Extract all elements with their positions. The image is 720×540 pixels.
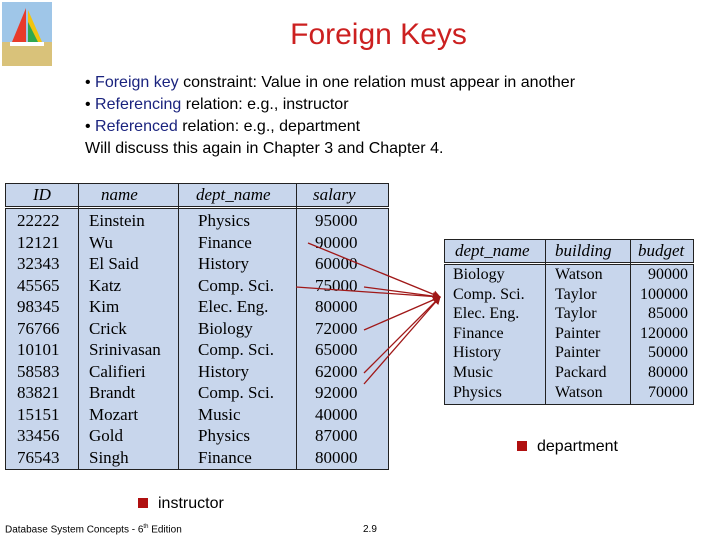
column-divider [178, 183, 179, 470]
budget-column: 90000 100000 85000 120000 50000 80000 70000 [640, 266, 688, 401]
dept-name-column: Biology Comp. Sci. Elec. Eng. Finance History Music Physics [453, 266, 525, 401]
footer-slide-number: 2.9 [363, 524, 377, 535]
slide-title: Foreign Keys [290, 18, 467, 51]
name-column: Einstein Wu El Said Katz Kim Crick Srinivasan Califieri Brandt Mozart Gold Singh [89, 211, 161, 467]
building-column: Watson Taylor Taylor Painter Painter Packard Watson [555, 266, 607, 401]
column-divider [630, 239, 631, 405]
bullet-item: • Foreign key constraint: Value in one relation must appear in another [85, 74, 576, 91]
column-header: building [555, 241, 612, 260]
dept-name-column: Physics Finance History Comp. Sci. Elec. Eng. Biology Comp. Sci. History Comp. Sci. Music Physics Finance [198, 211, 275, 467]
column-header: ID [33, 185, 51, 204]
square-bullet-icon [138, 498, 148, 508]
department-table-header [444, 239, 694, 263]
bullet-item: • Referencing relation: e.g., instructor [85, 96, 349, 113]
square-bullet-icon [517, 441, 527, 451]
salary-column: 95000 90000 60000 75000 80000 72000 65000 62000 92000 40000 87000 80000 [315, 211, 358, 467]
bullet-item: Will discuss this again in Chapter 3 and Chapter 4. [85, 140, 444, 157]
bullet-item: • Referenced relation: e.g., department [85, 118, 361, 135]
column-header: salary [313, 185, 356, 204]
id-column: 22222 12121 32343 45565 98345 76766 10101 58583 83821 15151 33456 76543 [17, 211, 60, 467]
column-divider [78, 183, 79, 470]
department-caption: department [517, 438, 618, 456]
column-divider [545, 239, 546, 405]
instructor-caption: instructor [138, 495, 224, 513]
footer-course-title: Database System Concepts - 6th Edition [5, 524, 182, 536]
column-header: budget [638, 241, 685, 260]
column-divider [296, 183, 297, 470]
instructor-table-header [5, 183, 389, 207]
bullet-list [85, 72, 575, 160]
column-header: name [101, 185, 138, 204]
column-header: dept_name [196, 185, 271, 204]
column-header: dept_name [455, 241, 530, 260]
